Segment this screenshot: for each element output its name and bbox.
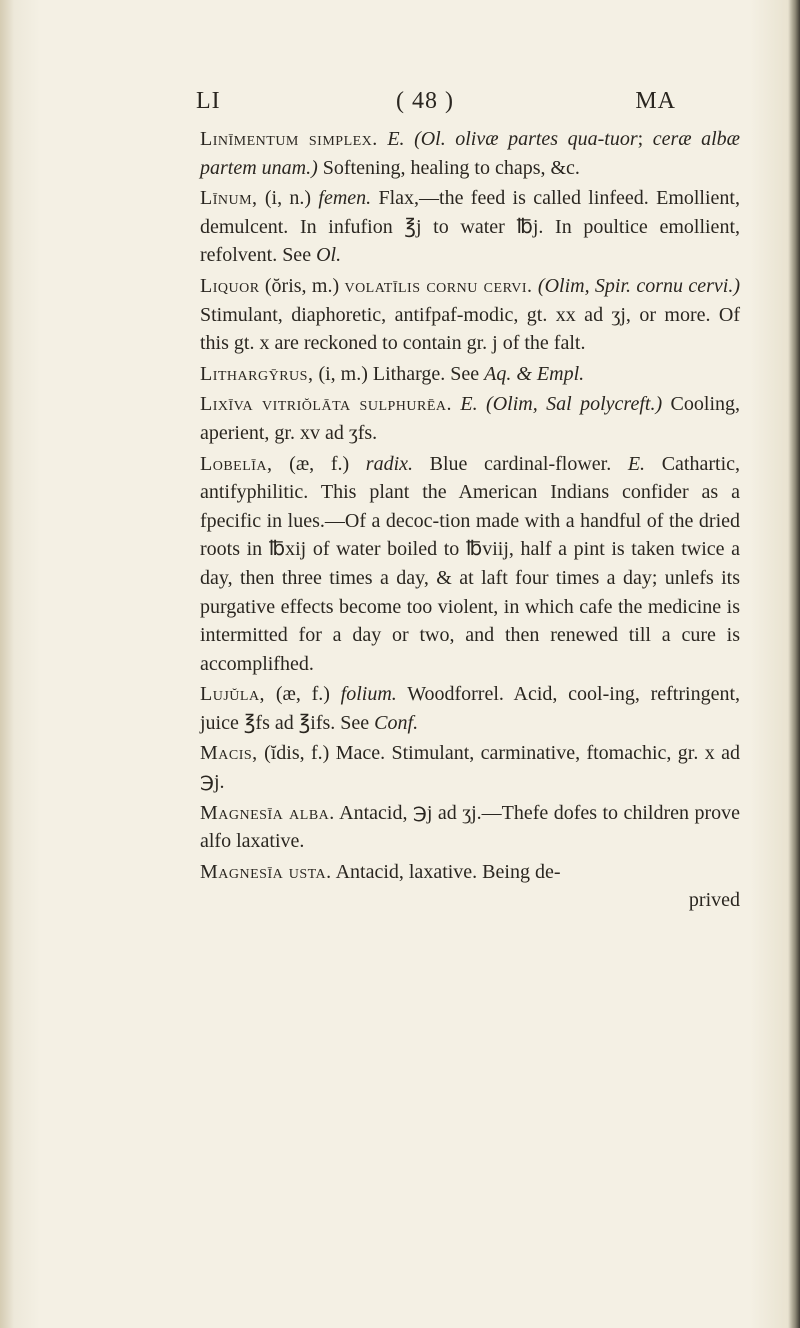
dictionary-entry — [200, 360, 740, 389]
entry-headword: Līnum, — [200, 187, 258, 210]
entry-italic-text: ceræ albæ partem unam.) — [200, 128, 740, 179]
page-number: ( 48 ) — [396, 88, 454, 114]
entry-text: (æ, f.) — [272, 452, 366, 475]
dictionary-entries — [200, 125, 740, 915]
entry-italic-text: (Olim, Spir. cornu cervi.) — [537, 274, 740, 297]
entry-italic-text: & Empl. — [516, 362, 585, 385]
dictionary-entry — [200, 272, 740, 358]
entry-headword: Macis, — [200, 742, 258, 765]
entry-headword: Lujŭla, — [200, 683, 266, 706]
entry-italic-text: femen. — [318, 187, 372, 210]
running-head — [196, 88, 676, 124]
entry-text — [378, 128, 388, 150]
dictionary-entry — [200, 739, 740, 796]
entry-text: Flax,—the feed is called linfeed. Emollient, demulcent. In infufion ℥j to water ℔j. In poultice emollient, refolvent. See — [200, 187, 740, 267]
entry-headword: Magnesīa usta. — [200, 860, 332, 883]
entry-italic-text: Ol. — [316, 244, 342, 267]
entry-text: Stimulant, diaphoretic, antifpaf-modic, gt. xx ad ʒj, or more. Of this gt. x are reckoned to contain gr. j of the falt. — [200, 303, 740, 355]
page-right-edge — [788, 0, 800, 1328]
entry-headword: Linīmentum simplex. — [200, 128, 378, 150]
entry-text: (i, n.) — [257, 187, 319, 210]
dictionary-entry — [200, 390, 740, 447]
entry-text: Softening, healing to chaps, &c. — [317, 156, 580, 179]
dictionary-entry — [200, 680, 740, 737]
entry-text: Antacid, ℈j ad ʒj.—Thefe dofes to children prove alfo laxative. — [200, 801, 740, 853]
entry-italic-text: Aq. — [484, 362, 512, 385]
entry-headword: Lixīva vitriŏlāta sulphurēa. — [200, 393, 452, 416]
entry-headword: volatīlis cornu cervi. — [344, 274, 533, 297]
running-head-left: LI — [196, 88, 221, 114]
entry-headword: Magnesīa alba. — [200, 801, 335, 824]
entry-headword: Lobelīa, — [200, 452, 273, 475]
entry-text: Blue cardinal-flower. — [413, 452, 628, 475]
dictionary-entry — [200, 450, 740, 679]
entry-headword: Lithargȳrus, — [200, 362, 314, 385]
entry-text: Cooling, aperient, gr. xv ad ʒfs. — [200, 393, 740, 444]
page-left-edge — [0, 0, 14, 1328]
entry-text: Antacid, laxative. Being de- — [331, 860, 561, 883]
dictionary-entry — [200, 858, 740, 887]
entry-headword: Liquor — [200, 274, 260, 297]
entry-italic-text: folium. — [340, 683, 397, 706]
entry-text: (i, m.) Litharge. See — [313, 362, 485, 385]
dictionary-entry — [200, 184, 740, 270]
dictionary-entry — [200, 799, 740, 856]
entry-italic-text: E. (Ol. olivæ partes qua-tuor — [387, 128, 638, 150]
entry-text: Cathartic, antifyphilitic. This plant the American Indians confider as a fpecific in lues.—Of a decoc-tion made with a handful of the dried roots in ℔xij of water boiled to ℔viij, half a pint is taken twice a day, then three times a day, & at laft four times a day; unlefs its purgative effects become too violent, in which cafe the medicine is intermitted for a day or two, and then renewed till a cure is accomplifhed. — [200, 452, 740, 675]
entry-text: ; — [637, 128, 653, 150]
catchword: prived — [688, 889, 740, 912]
entry-italic-text: E. — [627, 452, 646, 475]
entry-italic-text: Conf. — [374, 711, 419, 734]
entry-italic-text: E. (Olim, Sal polycreft.) — [460, 393, 663, 416]
running-head-right: MA — [635, 88, 676, 114]
entry-italic-text: radix. — [365, 452, 413, 475]
entry-text: Woodforrel. Acid, cool-ing, reftringent, juice ℥fs ad ℥ifs. See — [200, 683, 740, 734]
entry-text: (ĭdis, f.) Mace. Stimulant, carminative, ftomachic, gr. x ad ℈j. — [200, 742, 740, 794]
entry-text: (æ, f.) — [265, 683, 341, 706]
entry-text: (ŏris, m.) — [259, 274, 345, 297]
dictionary-entry — [200, 125, 740, 182]
